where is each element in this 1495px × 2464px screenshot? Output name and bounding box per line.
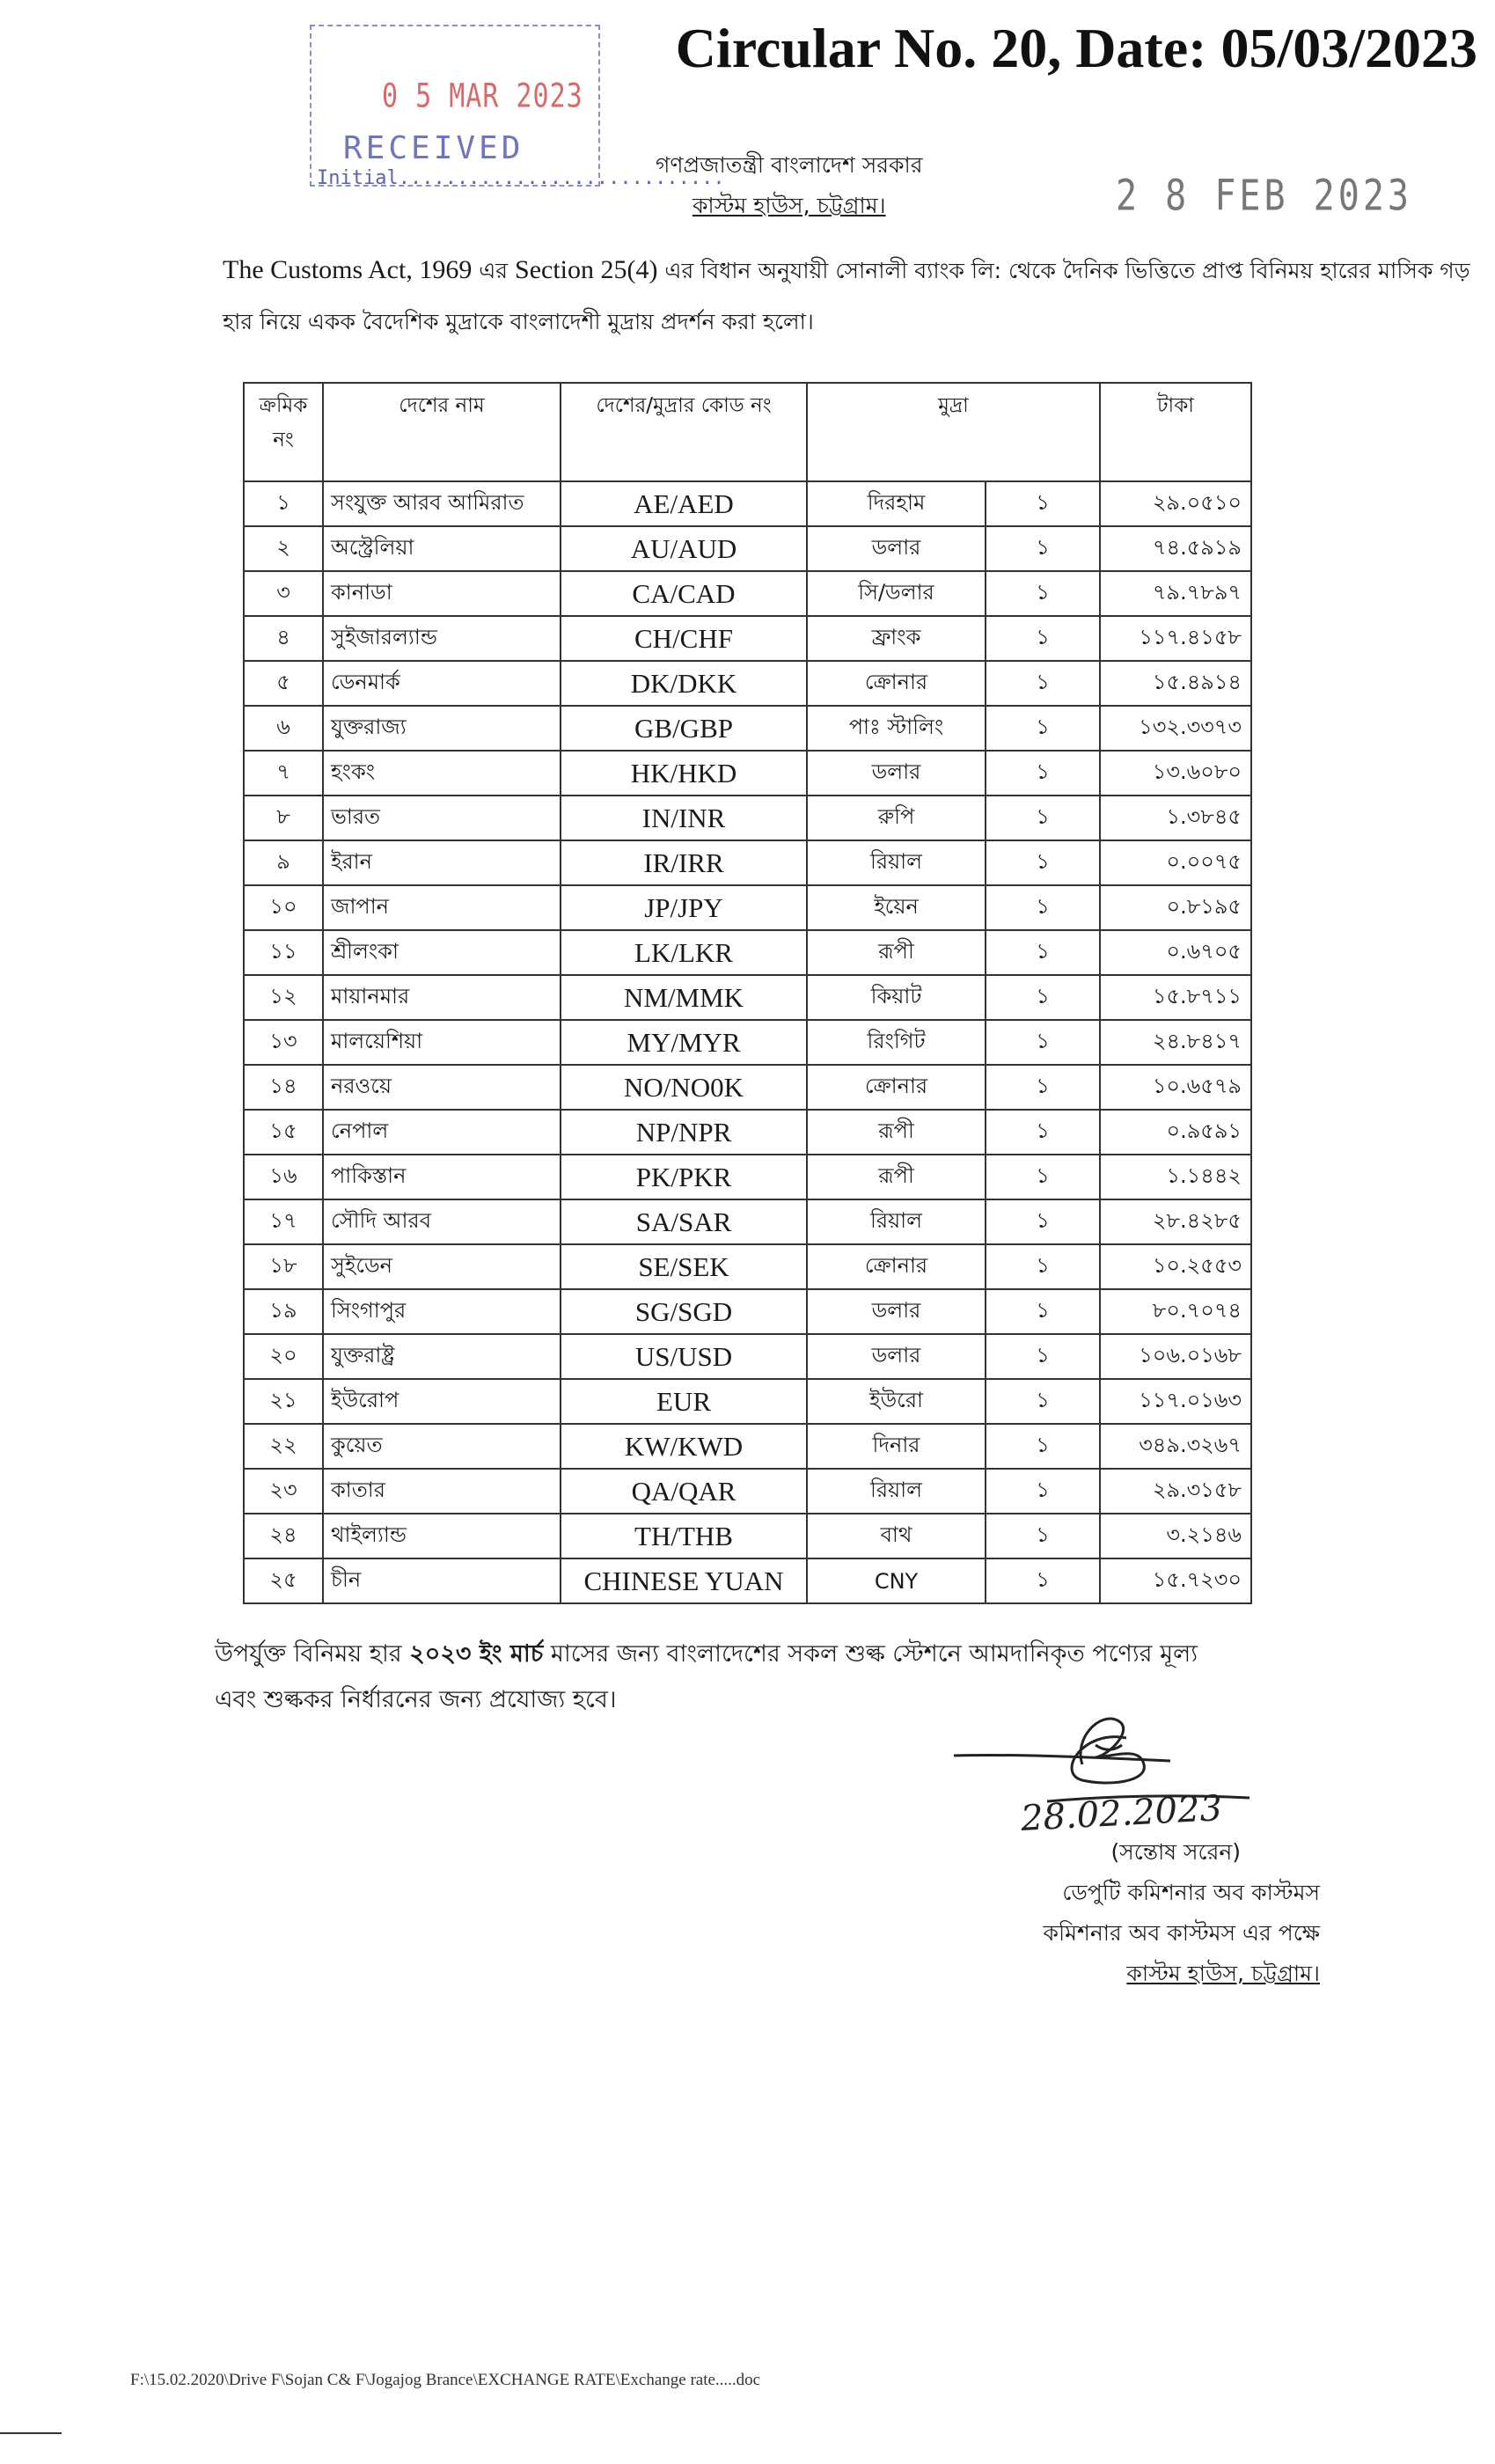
cell-country: জাপান [323,885,561,930]
cell-code: CH/CHF [561,616,807,661]
cell-serial: ১০ [244,885,323,930]
cell-taka: ১৩২.৩৩৭৩ [1100,706,1251,751]
cell-currency: কিয়াট [807,975,986,1020]
cell-taka: ০.৯৫৯১ [1100,1110,1251,1155]
cell-serial: ১১ [244,930,323,975]
cell-unit: ১ [986,1514,1100,1558]
cell-taka: ১৫.৭২৩০ [1100,1558,1251,1603]
cell-country: যুক্তরাজ্য [323,706,561,751]
cell-country: সিংগাপুর [323,1289,561,1334]
signatory-office-text: কাস্টম হাউস, চট্টগ্রাম। [1126,1961,1320,1986]
table-row [244,975,1251,1020]
table-row [244,1020,1251,1065]
cell-country: কানাডা [323,571,561,616]
cell-currency: ডলার [807,1334,986,1379]
cell-currency: রিয়াল [807,1469,986,1514]
cell-code: CA/CAD [561,571,807,616]
cell-currency: ক্রোনার [807,661,986,706]
cell-unit: ১ [986,975,1100,1020]
signatory-on-behalf: কমিশনার অব কাস্টমস এর পক্ষে [1043,1920,1320,1946]
cell-unit: ১ [986,1379,1100,1424]
cell-code: CHINESE YUAN [561,1558,807,1603]
cell-code: EUR [561,1379,807,1424]
cell-country: ভারত [323,796,561,840]
cell-currency: ইয়েন [807,885,986,930]
cell-unit: ১ [986,796,1100,840]
table-row [244,796,1251,840]
cell-unit: ১ [986,616,1100,661]
table-row [244,481,1251,526]
table-row [244,706,1251,751]
exchange-rate-table [243,382,1252,1604]
cell-taka: ৩৪৯.৩২৬৭ [1100,1424,1251,1469]
cell-code: MY/MYR [561,1020,807,1065]
cell-country: অস্ট্রেলিয়া [323,526,561,571]
closing-month: ২০২৩ ইং মার্চ [409,1640,544,1668]
cell-serial: ১৯ [244,1289,323,1334]
header-code: দেশের/মুদ্রার কোড নং [561,383,807,481]
cell-unit: ১ [986,930,1100,975]
header-country: দেশের নাম [323,383,561,481]
cell-code: NM/MMK [561,975,807,1020]
government-header [656,145,922,226]
cell-serial: ১৩ [244,1020,323,1065]
cell-serial: ১ [244,481,323,526]
date-stamp: 2 8 FEB 2023 [1116,172,1412,221]
cell-unit: ১ [986,751,1100,796]
cell-currency: সি/ডলার [807,571,986,616]
cell-code: SE/SEK [561,1244,807,1289]
cell-code: HK/HKD [561,751,807,796]
cell-code: NP/NPR [561,1110,807,1155]
closing-part2: মাসের জন্য বাংলাদেশের সকল শুল্ক স্টেশনে আমদানিকৃত পণ্যের মূল্য এবং শুল্ককর নির্ধারনের জন্য প্রযোজ্য হবে। [215,1640,1198,1713]
cell-unit: ১ [986,1424,1100,1469]
cell-unit: ১ [986,1244,1100,1289]
cell-taka: ৭৯.৭৮৯৭ [1100,571,1251,616]
cell-country: কাতার [323,1469,561,1514]
cell-code: SG/SGD [561,1289,807,1334]
received-stamp-initial: Initial............................ [317,167,725,189]
cell-serial: ২ [244,526,323,571]
table-row [244,1289,1251,1334]
cell-unit: ১ [986,661,1100,706]
cell-taka: ২৪.৮৪১৭ [1100,1020,1251,1065]
cell-unit: ১ [986,1065,1100,1110]
cell-code: IR/IRR [561,840,807,885]
cell-currency: ডলার [807,751,986,796]
cell-country: মালয়েশিয়া [323,1020,561,1065]
cell-taka: ১.৩৮৪৫ [1100,796,1251,840]
table-row [244,930,1251,975]
cell-code: TH/THB [561,1514,807,1558]
cell-taka: ১০.৬৫৭৯ [1100,1065,1251,1110]
cell-serial: ২৪ [244,1514,323,1558]
cell-unit: ১ [986,1020,1100,1065]
cell-unit: ১ [986,1289,1100,1334]
cell-serial: ১৫ [244,1110,323,1155]
cell-unit: ১ [986,481,1100,526]
header-taka: টাকা [1100,383,1251,481]
cell-code: NO/NO0K [561,1065,807,1110]
intro-part1: এর [472,258,516,283]
cell-taka: ১১৭.৪১৫৮ [1100,616,1251,661]
table-row [244,1199,1251,1244]
table-row [244,1244,1251,1289]
cell-serial: ২১ [244,1379,323,1424]
cell-taka: ১৩.৬০৮০ [1100,751,1251,796]
table-row [244,1424,1251,1469]
cell-currency: রিয়াল [807,1199,986,1244]
cell-country: হংকং [323,751,561,796]
cell-code: AE/AED [561,481,807,526]
cell-taka: ২৮.৪২৮৫ [1100,1199,1251,1244]
cell-taka: ৭৪.৫৯১৯ [1100,526,1251,571]
cell-country: নেপাল [323,1110,561,1155]
cell-taka: ১০৬.০১৬৮ [1100,1334,1251,1379]
cell-country: সুইজারল্যান্ড [323,616,561,661]
cell-unit: ১ [986,1155,1100,1199]
cell-serial: ১২ [244,975,323,1020]
cell-currency: ক্রোনার [807,1065,986,1110]
received-stamp [310,25,725,189]
cell-unit: ১ [986,885,1100,930]
cell-serial: ৪ [244,616,323,661]
cell-serial: ৫ [244,661,323,706]
cell-currency: রূপী [807,930,986,975]
cell-code: AU/AUD [561,526,807,571]
cell-serial: ১৮ [244,1244,323,1289]
received-stamp-date: 0 5 MAR 2023 [382,77,583,116]
cell-serial: ২২ [244,1424,323,1469]
cell-currency: রিংগিট [807,1020,986,1065]
cell-code: DK/DKK [561,661,807,706]
cell-code: JP/JPY [561,885,807,930]
cell-unit: ১ [986,526,1100,571]
cell-currency: দিরহাম [807,481,986,526]
cell-code: US/USD [561,1334,807,1379]
cell-code: SA/SAR [561,1199,807,1244]
cell-taka: ৩.২১৪৬ [1100,1514,1251,1558]
intro-paragraph [223,245,1481,348]
cell-currency: পাঃ স্টালিং [807,706,986,751]
cell-serial: ৯ [244,840,323,885]
cell-taka: ৮০.৭০৭৪ [1100,1289,1251,1334]
office-name: কাস্টম হাউস, চট্টগ্রাম। [692,193,886,218]
cell-currency: ডলার [807,1289,986,1334]
signatory-designation: ডেপুটি কমিশনার অব কাস্টমস [1062,1880,1320,1905]
cell-code: GB/GBP [561,706,807,751]
margin-mark [0,2432,62,2434]
intro-section: Section 25(4) [515,255,658,284]
cell-currency: রূপী [807,1155,986,1199]
table-row [244,1558,1251,1603]
table-row [244,751,1251,796]
cell-currency: বাথ [807,1514,986,1558]
cell-serial: ১৬ [244,1155,323,1199]
government-name: গণপ্রজাতন্ত্রী বাংলাদেশ সরকার [656,152,923,178]
table-row [244,885,1251,930]
signatory-name: (সন্তোষ সরেন) [1110,1839,1241,1865]
cell-country: মায়ানমার [323,975,561,1020]
cell-serial: ৮ [244,796,323,840]
cell-currency: রূপী [807,1110,986,1155]
table-row [244,1514,1251,1558]
cell-taka: ১১৭.০১৬৩ [1100,1379,1251,1424]
closing-part1: উপর্যুক্ত বিনিময় হার [215,1640,410,1668]
cell-taka: ১০.২৫৫৩ [1100,1244,1251,1289]
cell-code: IN/INR [561,796,807,840]
signature-date: 28.02.2023 [1019,1788,1224,1839]
cell-code: LK/LKR [561,930,807,975]
footer-file-path: F:\15.02.2020\Drive F\Sojan C& F\Jogajog Brance\EXCHANGE RATE\Exchange rate.....doc [130,2371,761,2389]
cell-taka: ১৫.৪৯১৪ [1100,661,1251,706]
cell-serial: ১৪ [244,1065,323,1110]
cell-country: সুইডেন [323,1244,561,1289]
cell-unit: ১ [986,1469,1100,1514]
cell-currency: ডলার [807,526,986,571]
cell-country: শ্রীলংকা [323,930,561,975]
table-row [244,1469,1251,1514]
cell-taka: ০.৬৭০৫ [1100,930,1251,975]
signatory-office [906,1954,1320,1994]
received-stamp-word: RECEIVED [343,130,524,166]
cell-taka: ১.১৪৪২ [1100,1155,1251,1199]
cell-currency: ক্রোনার [807,1244,986,1289]
cell-taka: ১৫.৮৭১১ [1100,975,1251,1020]
cell-country: ডেনমার্ক [323,661,561,706]
cell-taka: ২৯.৩১৫৮ [1100,1469,1251,1514]
table-row [244,1155,1251,1199]
table-row [244,661,1251,706]
header-currency: মুদ্রা [807,383,1100,481]
cell-unit: ১ [986,1110,1100,1155]
cell-country: নরওয়ে [323,1065,561,1110]
signatory-block [906,1832,1320,1994]
cell-currency: দিনার [807,1424,986,1469]
table-row [244,1065,1251,1110]
cell-currency: রুপি [807,796,986,840]
cell-code: PK/PKR [561,1155,807,1199]
cell-currency: CNY [807,1558,986,1603]
cell-country: পাকিস্তান [323,1155,561,1199]
table-row [244,1334,1251,1379]
table-row [244,840,1251,885]
cell-code: QA/QAR [561,1469,807,1514]
cell-serial: ৬ [244,706,323,751]
cell-currency: ফ্রাংক [807,616,986,661]
table-row [244,616,1251,661]
cell-country: কুয়েত [323,1424,561,1469]
cell-code: KW/KWD [561,1424,807,1469]
cell-taka: ২৯.০৫১০ [1100,481,1251,526]
cell-serial: ২০ [244,1334,323,1379]
cell-serial: ১৭ [244,1199,323,1244]
cell-unit: ১ [986,571,1100,616]
circular-title: Circular No. 20, Date: 05/03/2023 [675,17,1477,79]
table-row [244,571,1251,616]
intro-part2: এর বিধান অনুযায়ী সোনালী ব্যাংক লি: থেকে দৈনিক ভিত্তিতে প্রাপ্ত বিনিময় হারের মাসিক গড় হার নিয়ে একক বৈদেশিক মুদ্রাকে বাংলাদেশী মুদ্রায় প্রদর্শন করা হলো। [223,258,1470,334]
cell-taka: ০.০০৭৫ [1100,840,1251,885]
cell-currency: ইউরো [807,1379,986,1424]
cell-taka: ০.৮১৯৫ [1100,885,1251,930]
cell-unit: ১ [986,1558,1100,1603]
cell-country: চীন [323,1558,561,1603]
cell-serial: ৩ [244,571,323,616]
cell-serial: ২৫ [244,1558,323,1603]
cell-country: সংযুক্ত আরব আমিরাত [323,481,561,526]
table-header-row [244,383,1251,481]
cell-country: সৌদি আরব [323,1199,561,1244]
intro-act: The Customs Act, 1969 [223,255,473,284]
cell-unit: ১ [986,840,1100,885]
cell-country: ইরান [323,840,561,885]
table-row [244,1110,1251,1155]
cell-country: যুক্তরাষ্ট্র [323,1334,561,1379]
cell-serial: ৭ [244,751,323,796]
table-row [244,1379,1251,1424]
table-row [244,526,1251,571]
cell-currency: রিয়াল [807,840,986,885]
cell-unit: ১ [986,706,1100,751]
header-serial: ক্রমিক নং [244,383,323,481]
cell-unit: ১ [986,1199,1100,1244]
cell-serial: ২৩ [244,1469,323,1514]
cell-country: থাইল্যান্ড [323,1514,561,1558]
cell-country: ইউরোপ [323,1379,561,1424]
cell-unit: ১ [986,1334,1100,1379]
